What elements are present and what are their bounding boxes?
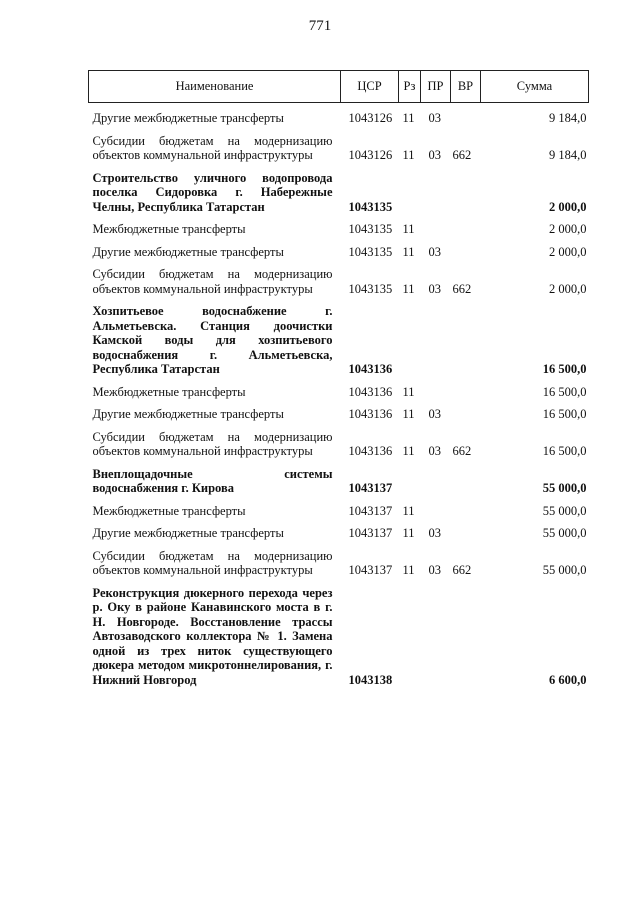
cell-pr: [421, 462, 451, 499]
cell-pr: 03: [428, 281, 441, 296]
page-number: 771: [308, 18, 332, 34]
cell-vr: 662: [452, 563, 472, 577]
cell-rz: 11: [402, 384, 415, 399]
cell-vr: [451, 240, 481, 263]
table-row: [89, 380, 589, 403]
cell-sum: 2 000,0: [549, 244, 587, 259]
table-header-row: [89, 71, 589, 103]
cell-pr: 03: [428, 111, 441, 125]
cell-csr: 1043136: [348, 444, 393, 458]
column-header-pr: ПР: [421, 71, 451, 103]
cell-name: Межбюджетные трансферты: [92, 503, 246, 518]
cell-name: Субсидии бюджетам на модернизацию объектов коммунальной инфраструктуры: [92, 267, 333, 296]
cell-pr: [421, 217, 451, 240]
table-row: [89, 581, 589, 691]
cell-rz: [399, 581, 421, 691]
cell-sum: 16 500,0: [542, 362, 587, 376]
cell-name: Другие межбюджетные трансферты: [92, 111, 284, 125]
table-row: [89, 166, 589, 218]
cell-sum: 9 184,0: [549, 111, 587, 125]
cell-rz: 11: [402, 244, 415, 259]
cell-vr: [451, 166, 481, 218]
cell-vr: [451, 462, 481, 499]
cell-rz: 11: [402, 503, 415, 518]
cell-name: Другие межбюджетные трансферты: [92, 244, 284, 259]
cell-pr: 03: [428, 148, 441, 162]
cell-sum: 2 000,0: [549, 199, 587, 214]
cell-csr: 1043137: [348, 481, 393, 495]
cell-csr: 1043136: [348, 384, 393, 399]
cell-sum: 6 600,0: [549, 672, 587, 687]
cell-vr: [451, 499, 481, 522]
table-row: [89, 462, 589, 499]
cell-sum: 55 000,0: [542, 503, 587, 518]
table-row: [89, 262, 589, 299]
cell-sum: 2 000,0: [549, 281, 587, 296]
column-header-csr: ЦСР: [341, 71, 399, 103]
table-row: [89, 499, 589, 522]
cell-pr: [421, 499, 451, 522]
cell-sum: 2 000,0: [549, 222, 587, 236]
cell-name: Другие межбюджетные трансферты: [92, 407, 284, 421]
cell-vr: 662: [452, 148, 472, 162]
cell-pr: [421, 299, 451, 380]
cell-csr: 1043126: [348, 148, 393, 162]
cell-pr: 03: [428, 407, 441, 421]
cell-csr: 1043135: [348, 244, 393, 259]
cell-sum: 55 000,0: [542, 481, 587, 495]
cell-vr: [451, 581, 481, 691]
table-row: [89, 402, 589, 425]
cell-pr: 03: [428, 444, 441, 458]
cell-sum: 16 500,0: [542, 444, 587, 458]
cell-rz: 11: [402, 407, 415, 421]
cell-name: Межбюджетные трансферты: [92, 384, 246, 399]
cell-vr: [451, 103, 481, 129]
cell-csr: 1043137: [348, 563, 393, 577]
cell-csr: 1043135: [348, 222, 393, 236]
cell-rz: 11: [402, 222, 415, 236]
cell-name: Хозпитьевое водоснабжение г. Альметьевска. Станция доочистки Камской воды для хозпитьевого водоснабжения г. Альметьевска, Республика Татарстан: [92, 304, 333, 376]
table-row: [89, 103, 589, 129]
cell-name: Субсидии бюджетам на модернизацию объектов коммунальной инфраструктуры: [92, 133, 333, 162]
cell-name: Внеплощадочные системы водоснабжения г. Кирова: [92, 466, 333, 495]
cell-csr: 1043126: [348, 111, 393, 125]
cell-rz: 11: [402, 444, 415, 458]
cell-csr: 1043135: [348, 199, 393, 214]
cell-name: Строительство уличного водопровода поселка Сидоровка г. Набережные Челны, Республика Татарстан: [92, 170, 333, 214]
cell-pr: [421, 166, 451, 218]
table-body: [89, 103, 589, 691]
cell-name: Субсидии бюджетам на модернизацию объектов коммунальной инфраструктуры: [92, 548, 333, 577]
cell-name: Субсидии бюджетам на модернизацию объектов коммунальной инфраструктуры: [92, 429, 333, 458]
cell-pr: [421, 581, 451, 691]
cell-pr: [421, 380, 451, 403]
cell-vr: [451, 217, 481, 240]
cell-name: Другие межбюджетные трансферты: [92, 526, 284, 540]
cell-pr: 03: [428, 526, 441, 540]
table-row: [89, 217, 589, 240]
cell-vr: [451, 299, 481, 380]
cell-vr: 662: [452, 281, 472, 296]
table-row: [89, 129, 589, 166]
cell-rz: [399, 166, 421, 218]
table-row: [89, 425, 589, 462]
table-row: [89, 521, 589, 544]
table-row: [89, 299, 589, 380]
cell-sum: 16 500,0: [542, 407, 587, 421]
cell-pr: 03: [428, 244, 441, 259]
cell-sum: 16 500,0: [542, 384, 587, 399]
cell-csr: 1043136: [348, 362, 393, 376]
table-row: [89, 544, 589, 581]
cell-name: Реконструкция дюкерного перехода через р. Оку в районе Канавинского моста в г. Н. Новгороде. Восстановление трассы Автозаводского коллектора № 1. Замена одной из трех ниток существующего дюкера методом микротоннелирования, г. Нижний Новгород: [92, 585, 333, 687]
cell-vr: [451, 521, 481, 544]
budget-table: [88, 70, 589, 690]
cell-csr: 1043138: [348, 672, 393, 687]
cell-sum: 55 000,0: [542, 563, 587, 577]
cell-rz: [399, 462, 421, 499]
cell-rz: 11: [402, 563, 415, 577]
cell-vr: [451, 402, 481, 425]
cell-csr: 1043136: [348, 407, 393, 421]
cell-sum: 55 000,0: [542, 526, 587, 540]
cell-rz: [399, 299, 421, 380]
cell-sum: 9 184,0: [549, 148, 587, 162]
table-row: [89, 240, 589, 263]
cell-csr: 1043137: [348, 526, 393, 540]
cell-pr: 03: [428, 563, 441, 577]
cell-vr: 662: [452, 444, 472, 458]
cell-name: Межбюджетные трансферты: [92, 222, 246, 236]
cell-csr: 1043135: [348, 281, 393, 296]
cell-vr: [451, 380, 481, 403]
cell-csr: 1043137: [348, 503, 393, 518]
cell-rz: 11: [402, 281, 415, 296]
cell-rz: 11: [402, 111, 415, 125]
column-header-rz: Рз: [399, 71, 421, 103]
column-header-name: Наименование: [89, 71, 341, 103]
cell-rz: 11: [402, 148, 415, 162]
cell-rz: 11: [402, 526, 415, 540]
column-header-vr: ВР: [451, 71, 481, 103]
column-header-sum: Сумма: [481, 71, 589, 103]
